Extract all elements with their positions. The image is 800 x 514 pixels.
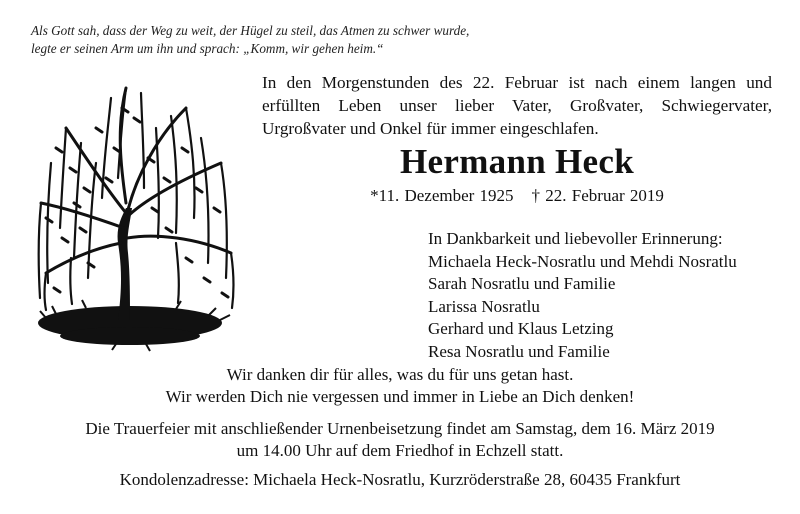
weeping-willow-tree-icon: [26, 68, 248, 358]
intro-line-3: Urgroßvater und Onkel für immer eingeschlafen.: [262, 119, 599, 138]
birth-date: *11. Dezember 1925: [370, 186, 514, 205]
deceased-name: Hermann Heck: [400, 142, 634, 181]
intro-paragraph: [262, 71, 772, 140]
motto-quote: [31, 22, 591, 58]
motto-line-2: legte er seinen Arm um ihn und sprach: „Komm, wir gehen heim.“: [31, 41, 384, 56]
condolence-address: Kondolenzadresse: Michaela Heck-Nosratlu, Kurzröderstraße 28, 60435 Frankfurt: [119, 470, 681, 489]
mourner-name: Sarah Nosratlu und Familie: [428, 274, 616, 294]
motto-line-1: Als Gott sah, dass der Weg zu weit, der Hügel zu steil, das Atmen zu schwer wurde,: [31, 23, 470, 38]
intro-line-2: erfüllten Leben unser lieber Vater, Großvater, Schwiegervater,: [262, 96, 772, 115]
service-line-1: Die Trauerfeier mit anschließender Urnenbeisetzung findet am Samstag, dem 16. März 2019: [85, 419, 715, 438]
mourner-name: Resa Nosratlu und Familie: [428, 341, 610, 361]
mourner-name: Gerhard und Klaus Letzing: [428, 319, 614, 339]
mourner-name: Larissa Nosratlu: [428, 296, 540, 316]
service-line-2: um 14.00 Uhr auf dem Friedhof in Echzell statt.: [236, 441, 564, 460]
death-date: † 22. Februar 2019: [531, 186, 664, 205]
intro-line-1: In den Morgenstunden des 22. Februar ist nach einem langen und: [262, 73, 772, 92]
life-dates: [262, 184, 772, 208]
thanks-message: [0, 364, 800, 408]
mourner-name: Michaela Heck-Nosratlu und Mehdi Nosratlu: [428, 251, 737, 271]
funeral-service-info: [0, 418, 800, 462]
thanks-line-2: Wir werden Dich nie vergessen und immer in Liebe an Dich denken!: [165, 387, 635, 406]
mourners-list: [428, 228, 778, 364]
thanks-line-1: Wir danken dir für alles, was du für uns getan hast.: [226, 365, 574, 384]
mourners-heading: In Dankbarkeit und liebevoller Erinnerung:: [428, 229, 723, 248]
